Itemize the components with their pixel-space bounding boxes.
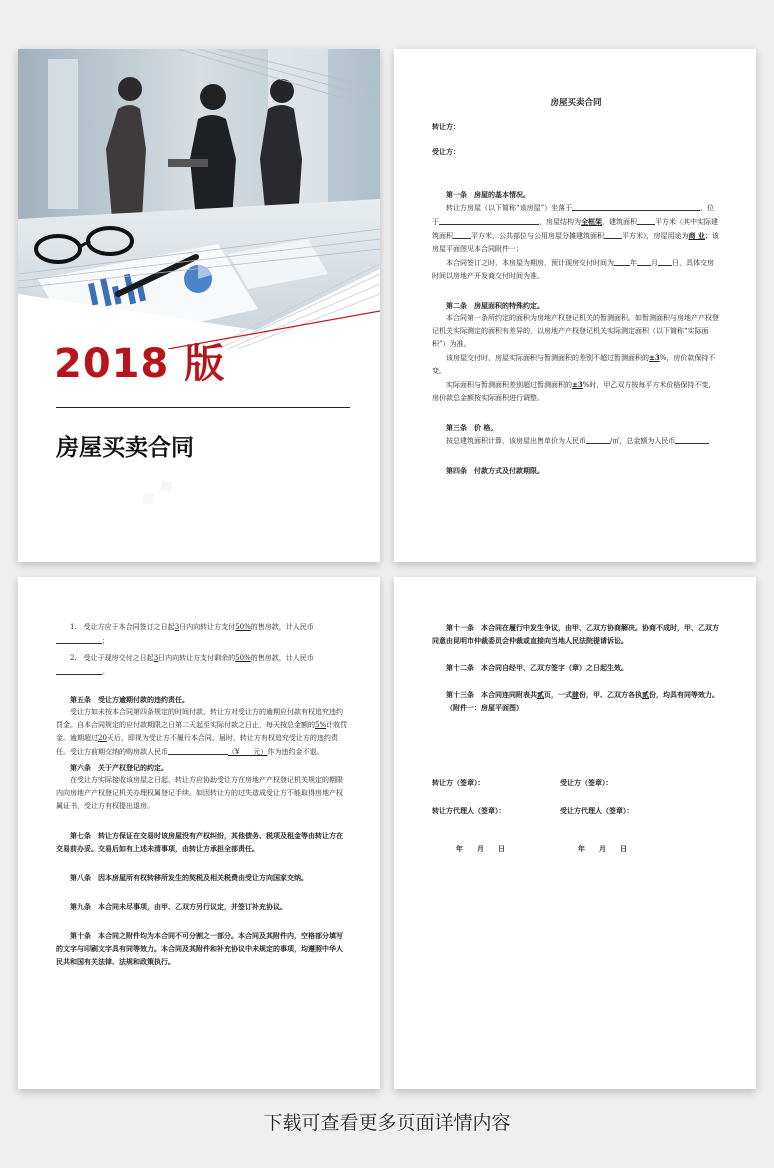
contract-title: 房屋买卖合同 — [550, 98, 602, 108]
article-1-heading: 第一条 房屋的基本情况。 — [446, 190, 530, 199]
article-1-paragraph-2: 本合同签订之时，本房屋为期房，预计现房交付时间为 年 月 日，具体交房时间以房地产开发商交付时间为准。 — [432, 256, 720, 283]
transferor-label: 转让方： — [432, 122, 460, 131]
date-right: 年 月 日 — [578, 844, 627, 853]
transferee-agent-label: 受让方代理人（签章）： — [560, 806, 634, 815]
date-left: 年 月 日 — [456, 844, 505, 853]
transferor-signature-label: 转让方（签章）： — [432, 778, 485, 787]
article-3-paragraph: 按总建筑面积计算，该房屋出售单价为人民币 /㎡，总金额为人民币 — [432, 434, 720, 448]
annex-note: （附件一：房屋平面图） — [446, 703, 523, 712]
article-6-paragraph: 在受让方实际接收该房屋之日起，转让方应协助受让方在房地产产权登记机关规定的期限内向房地产产权登记机关办理权属登记手续。如因转让方的过失造成受让方不能取得房地产权属证书，受让方有权提出退房。 — [56, 776, 343, 810]
article-5-heading: 第五条 受让方逾期付款的违约责任。 — [70, 695, 189, 704]
article-2-paragraph-2: 该房屋交付时，房屋实际面积与暂测面积的差别不超过暂测面积的±3%，房价款保持不变。 — [432, 353, 716, 375]
article-2-paragraph-1: 本合同第一条所约定的面积为房地产权登记机关的暂测面积。如暂测面积与房地产产权登记机关实际测定的面积有差异的，以房地产产权登记机关实际测定面积（以下简称“实际面积”）为准。 — [432, 314, 719, 348]
contract-page-2 — [18, 577, 380, 1089]
transferee-signature-label: 受让方（签章）： — [560, 778, 613, 787]
article-2-paragraph-3: 实际面积与暂测面积差别超过暂测面积的±3%时，甲乙双方按每平方米价格保持不变，房价款总金额按实际面积进行调整。 — [432, 380, 716, 402]
article-3-heading: 第三条 价 格。 — [446, 423, 498, 432]
article-13: 第十三条 本合同连同附表共贰页，一式肆份，甲、乙双方各执贰份，均具有同等效力。 — [446, 690, 719, 699]
contract-page-1 — [394, 49, 756, 562]
transferee-label: 受让方： — [432, 147, 460, 156]
cover-year: 2018 版 — [54, 341, 226, 387]
article-7: 第七条 转让方保证在交易时该房屋没有产权纠纷，其他债务、税项及租金等由转让方在交易前办妥。交易后如有上述未清事项，由转让方承担全部责任。 — [56, 831, 343, 853]
date-row — [432, 842, 722, 856]
transferor-agent-label: 转让方代理人（签章）： — [432, 806, 506, 815]
business-photo — [18, 49, 380, 349]
article-5-paragraph: 受让方如未按本合同第四条规定的时间付款，转让方对受让方的逾期应付款有权追究违约罚金。自本合同规定的应付款期限之日第二天起至实际付款之日止，每天按总金额的5%计收罚金。逾期超过20天后，即视为受让方不履行本合同。届时，转让方有权追究受让方的违约责任。受让方前期交纳的购房款人民币 （¥ 元）作为违约金不退。 — [56, 708, 348, 756]
cover-title: 房屋买卖合同 — [56, 435, 194, 461]
structure-value: 全框架 — [581, 217, 602, 226]
article-11: 第十一条 本合同在履行中发生争议，由甲、乙双方协商解决。协商不成时，甲、乙双方同意由昆明市仲裁委员会仲裁或直接向当地人民法院提请诉讼。 — [432, 623, 719, 645]
watermark — [134, 471, 178, 512]
usage-value: 商 业 — [688, 231, 705, 240]
download-caption: 下载可查看更多页面详情内容 — [263, 1112, 511, 1134]
article-6-heading: 第六条 关于产权登记的约定。 — [70, 763, 168, 772]
article-9: 第九条 本合同未尽事项，由甲、乙双方另行议定，并签订补充协议。 — [70, 902, 287, 911]
payment-item-2: 2. 受让于现房交付之日起3日内向转让方支付剩余的50%的售房款，计人民币。 — [56, 652, 348, 679]
payment-item-1: 1. 受让方应于本合同签订之日起3日内向转让方支付50%的售房款，计人民币； — [56, 621, 348, 648]
article-8: 第八条 因本房屋所有权转移所发生的契税及相关税费由受让方向国家交纳。 — [70, 873, 308, 882]
agent-signature-row — [432, 804, 722, 818]
signature-row — [432, 776, 722, 790]
article-1-paragraph-1: 转让方房屋（以下简称“该房屋”）坐落于 ，位于 ，房屋结构为全框架，建筑面积 平方米（其中实际建筑面积 平方米，公共部位与公用房屋分摊建筑面积 平方米），房屋用途为商 业；该房屋平面图见本合同附件一； — [432, 201, 720, 256]
article-10: 第十条 本合同之附件均为本合同不可分割之一部分。本合同及其附件内，空格部分填写的文字与印刷文字具有同等效力。本合同及其附件和补充协议中未规定的事项，均遵照中华人民共和国有关法律、法规和政策执行。 — [56, 931, 343, 966]
article-12: 第十二条 本合同自经甲、乙双方签字（章）之日起生效。 — [446, 663, 628, 672]
article-2-heading: 第二条 房屋面积的特殊约定。 — [446, 301, 544, 310]
article-4-heading: 第四条 付款方式及付款期限。 — [446, 466, 544, 475]
cover-divider — [56, 407, 350, 408]
contract-page-3 — [394, 577, 756, 1089]
cover-page — [18, 49, 380, 562]
